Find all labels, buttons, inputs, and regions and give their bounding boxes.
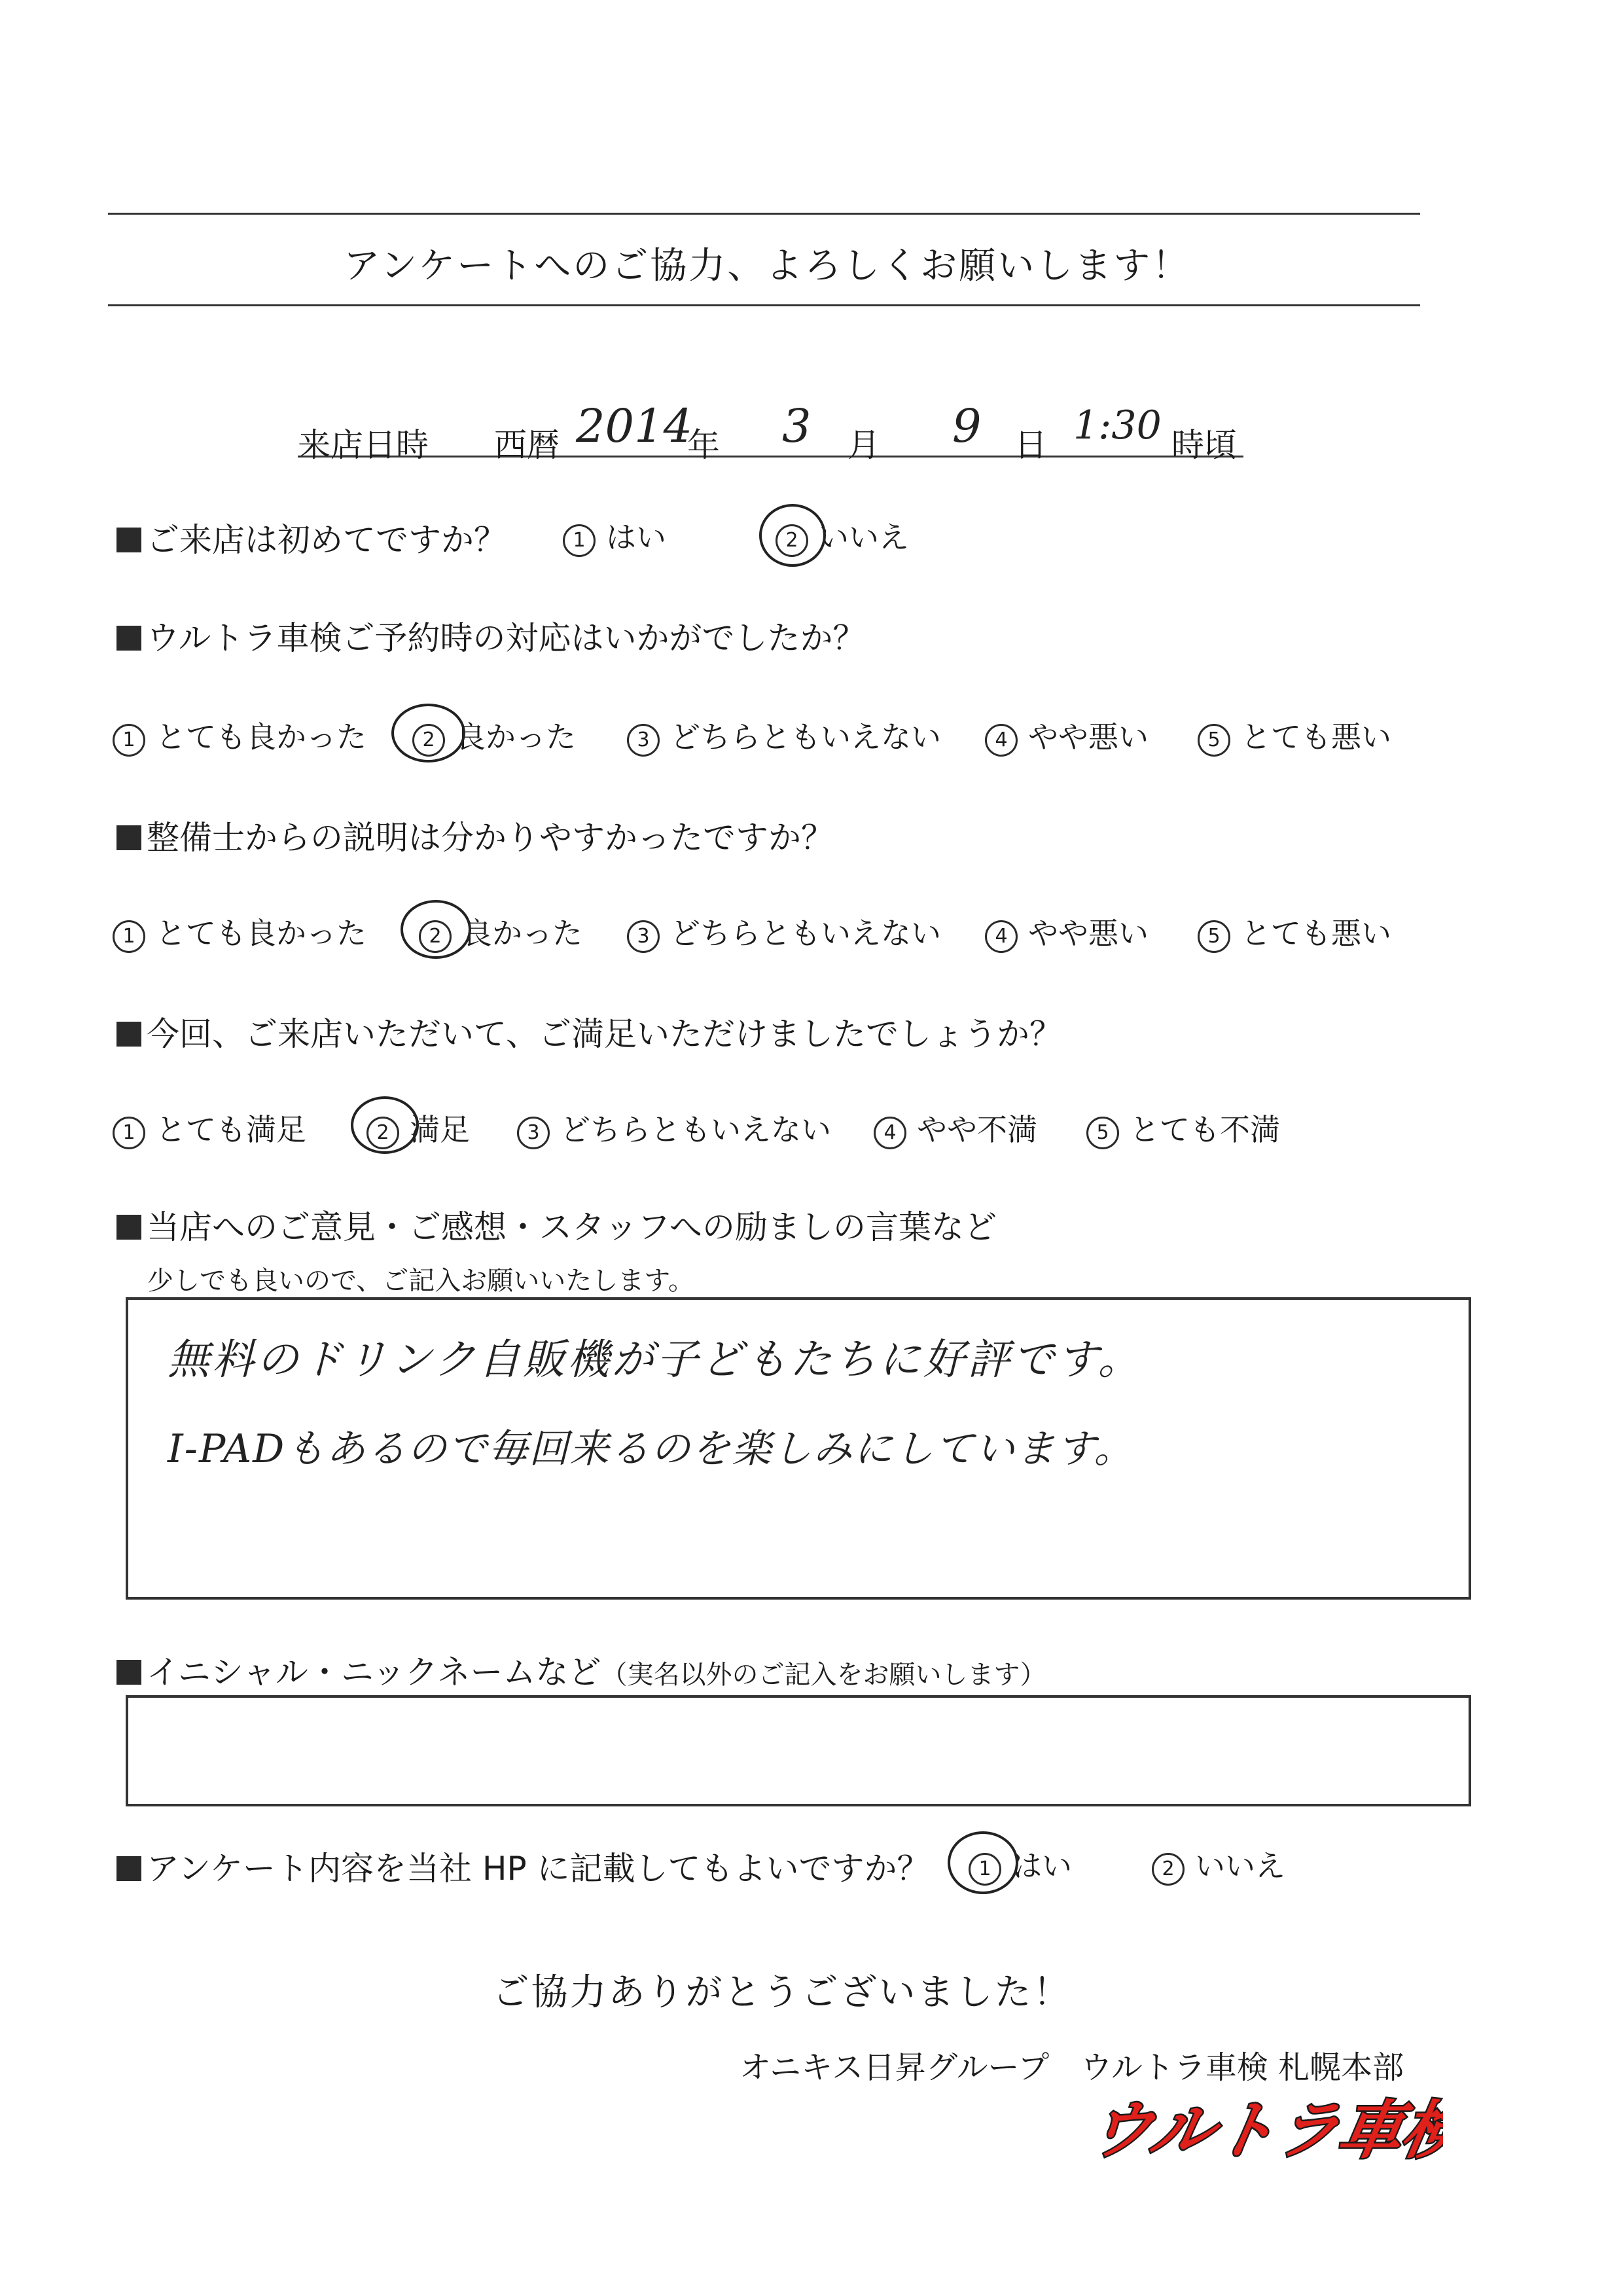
q2-option-2-number: 2 <box>412 724 445 757</box>
q3-question-text: 整備士からの説明は分かりやすかったですか？ <box>147 819 834 857</box>
comments-box[interactable] <box>126 1297 1471 1600</box>
q2-option-5-label: とても悪い <box>1241 719 1391 755</box>
company-name: オニキス日昇グループ ウルトラ車検 札幌本部 <box>740 2049 1404 2086</box>
q4-option-4[interactable] <box>874 1106 1037 1149</box>
q1-option-1-label: はい <box>606 520 666 555</box>
q2-option-3-label: どちらともいえない <box>670 719 941 755</box>
q2-option-1[interactable] <box>113 713 366 757</box>
q4-option-4-label: やや不満 <box>917 1112 1037 1147</box>
q6-question <box>116 1646 1046 1693</box>
q1-selected-circle <box>759 504 826 567</box>
q3-option-1-label: とても良かった <box>156 916 366 951</box>
q1-option-2-label: いいえ <box>819 520 909 555</box>
visit-date-underline <box>298 456 1243 457</box>
q7-option-2-number: 2 <box>1152 1853 1185 1886</box>
logo-text: ウルトラ車検 <box>1090 2093 1443 2166</box>
visit-day-value[interactable]: 9 <box>952 399 982 453</box>
q4-option-3-label: どちらともいえない <box>560 1112 831 1147</box>
visit-day-unit: 日 <box>1014 426 1047 464</box>
q2-option-4-number: 4 <box>985 724 1018 757</box>
q4-selected-circle <box>351 1096 419 1154</box>
q2-option-1-label: とても良かった <box>156 719 366 755</box>
q6-question-text: イニシャル・ニックネームなど <box>147 1653 601 1691</box>
q3-option-1-number: 1 <box>113 920 145 953</box>
q4-question-text: 今回、ご来店いただいて、ご満足いただけましたでしょうか？ <box>147 1015 1062 1053</box>
q3-question <box>116 812 834 859</box>
visit-month-value[interactable]: 3 <box>782 399 812 453</box>
visit-time-value[interactable]: 1:30 <box>1073 403 1162 448</box>
visit-year-value[interactable]: 2014 <box>576 399 693 453</box>
q7-option-2[interactable] <box>1152 1842 1285 1886</box>
q7-question-text: アンケート内容を当社 HP に記載してもよいですか？ <box>147 1850 930 1888</box>
q7-question <box>116 1842 930 1890</box>
q3-option-4[interactable] <box>985 910 1149 953</box>
q4-option-3-number: 3 <box>517 1117 550 1149</box>
bullet-square-icon <box>116 1856 141 1881</box>
q5-question <box>116 1201 997 1248</box>
q3-option-2-number: 2 <box>419 920 452 953</box>
bullet-square-icon <box>116 1215 141 1240</box>
q7-selected-circle <box>948 1831 1018 1894</box>
q4-option-3[interactable] <box>517 1106 831 1149</box>
bullet-square-icon <box>116 1022 141 1047</box>
q2-option-5-number: 5 <box>1198 724 1230 757</box>
q1-option-2-number: 2 <box>776 524 808 557</box>
header-top-rule <box>108 213 1420 215</box>
bullet-square-icon <box>116 528 141 552</box>
q7-option-2-label: いいえ <box>1195 1848 1285 1884</box>
q4-option-5-label: とても不満 <box>1130 1112 1280 1147</box>
q3-option-3-number: 3 <box>627 920 660 953</box>
q4-option-2-number: 2 <box>366 1117 399 1149</box>
q4-option-4-number: 4 <box>874 1117 906 1149</box>
q3-option-1[interactable] <box>113 910 366 953</box>
q3-option-5-number: 5 <box>1198 920 1230 953</box>
q1-question-text: ご来店は初めてですか？ <box>147 521 507 559</box>
visit-label: 来店日時 <box>298 426 429 464</box>
bullet-square-icon <box>116 626 141 651</box>
q3-option-4-number: 4 <box>985 920 1018 953</box>
q2-option-4[interactable] <box>985 713 1149 757</box>
q2-question <box>116 612 866 659</box>
q1-option-1[interactable] <box>563 514 666 557</box>
page-title: アンケートへのご協力、よろしくお願いします！ <box>343 245 1191 287</box>
q1-option-1-number: 1 <box>563 524 596 557</box>
q1-question <box>116 514 507 561</box>
ultra-shaken-logo <box>1090 2088 1443 2166</box>
visit-month-unit: 月 <box>847 426 880 464</box>
q3-option-4-label: やや悪い <box>1028 916 1149 951</box>
nickname-box[interactable] <box>126 1695 1471 1806</box>
q5-question-text: 当店へのご意見・ご感想・スタッフへの励ましの言葉など <box>147 1208 997 1246</box>
q2-option-2-label: 良かった <box>455 719 576 755</box>
q2-option-3-number: 3 <box>627 724 660 757</box>
header-bottom-rule <box>108 304 1420 306</box>
q7-option-1-label: はい <box>1012 1848 1072 1884</box>
q2-option-5[interactable] <box>1198 713 1391 757</box>
comment-line-1: 無料のドリンク自販機が子どもたちに好評です。 <box>168 1336 1143 1384</box>
q4-option-1-number: 1 <box>113 1117 145 1149</box>
q3-option-3[interactable] <box>627 910 941 953</box>
q2-question-text: ウルトラ車検ご予約時の対応はいかがでしたか？ <box>147 619 866 657</box>
thank-you-message: ご協力ありがとうございました！ <box>492 1971 1072 2014</box>
q3-option-5[interactable] <box>1198 910 1391 953</box>
bullet-square-icon <box>116 1660 141 1685</box>
q4-option-5[interactable] <box>1086 1106 1280 1149</box>
bullet-square-icon <box>116 825 141 850</box>
q4-question <box>116 1008 1062 1055</box>
q3-option-5-label: とても悪い <box>1241 916 1391 951</box>
q2-option-4-label: やや悪い <box>1028 719 1149 755</box>
q4-option-2-label: 満足 <box>410 1112 470 1147</box>
visit-year-unit: 年 <box>687 426 720 464</box>
q3-option-3-label: どちらともいえない <box>670 916 941 951</box>
q2-selected-circle <box>391 704 465 762</box>
visit-era-label: 西暦 <box>494 426 560 464</box>
q4-option-1-label: とても満足 <box>156 1112 306 1147</box>
comment-line-2: I-PADもあるので毎回来るのを楽しみにしています。 <box>168 1426 1135 1472</box>
q6-note: （実名以外のご記入をお願いします） <box>601 1660 1046 1690</box>
q7-option-1-number: 1 <box>969 1853 1001 1886</box>
q3-selected-circle <box>401 900 471 959</box>
q4-option-5-number: 5 <box>1086 1117 1119 1149</box>
q4-option-1[interactable] <box>113 1106 306 1149</box>
logo-graphic <box>1090 2088 1443 2166</box>
q2-option-1-number: 1 <box>113 724 145 757</box>
q5-subtext: 少しでも良いので、ご記入お願いいたします。 <box>147 1266 694 1296</box>
q2-option-3[interactable] <box>627 713 941 757</box>
visit-time-unit: 時頃 <box>1171 426 1237 464</box>
q3-option-2-label: 良かった <box>462 916 582 951</box>
